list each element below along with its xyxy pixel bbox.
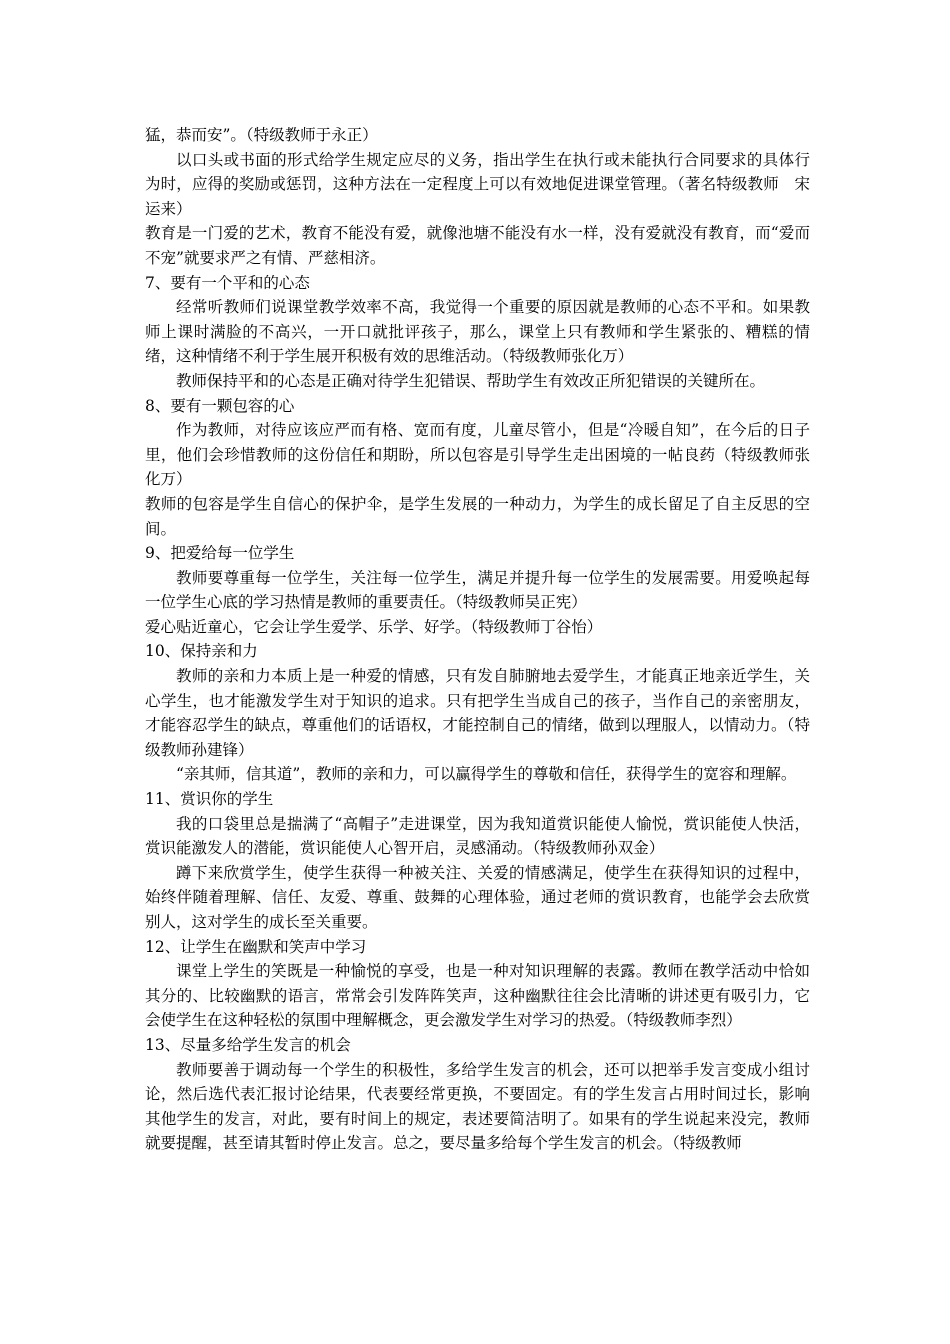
paragraph: 教师要善于调动每一个学生的积极性，多给学生发言的机会，还可以把举手发言变成小组讨论，然后选代表汇报讨论结果，代表要经常更换，不要固定。有的学生发言占用时间过长，影响其他学生的发言，对此，要有时间上的规定，表述要简洁明了。如果有的学生说起来没完，教师就要提醒，甚至请其暂时停止发言。总之，要尽量多给每个学生发言的机会。（特级教师 — [145, 1060, 810, 1153]
section-heading: 13、尽量多给学生发言的机会 — [145, 1035, 351, 1054]
paragraph: 教师的亲和力本质上是一种爱的情感，只有发自肺腑地去爱学生，才能真正地亲近学生，关心学生，也才能激发学生对于知识的追求。只有把学生当成自己的孩子，当作自己的亲密朋友，才能容忍学生的缺点，尊重他们的话语权，才能控制自己的情绪，做到以理服人，以情动力。（特级教师孙建锋） — [145, 667, 810, 759]
paragraph: 猛，恭而安”。（特级教师于永正） — [145, 126, 378, 144]
section-heading: 12、让学生在幽默和笑声中学习 — [145, 937, 367, 956]
paragraph: 课堂上学生的笑既是一种愉悦的享受，也是一种对知识理解的表露。教师在教学活动中恰如其分的、比较幽默的语言，常常会引发阵阵笑声，这种幽默往往会比清晰的讲述更有吸引力，它会使学生在这种轻松的氛围中理解概念，更会激发学生对学习的热爱。（特级教师李烈） — [145, 962, 810, 1030]
section-heading: 7、要有一个平和的心态 — [145, 273, 310, 292]
paragraph: 教师要尊重每一位学生，关注每一位学生，满足并提升每一位学生的发展需要。用爱唤起每一位学生心底的学习热情是教师的重要责任。（特级教师吴正宪） — [145, 568, 810, 612]
paragraph: 教育是一门爱的艺术，教育不能没有爱，就像池塘不能没有水一样，没有爱就没有教育，而“爱而不宠”就要求严之有情、严慈相济。 — [145, 224, 810, 267]
paragraph: 以口头或书面的形式给学生规定应尽的义务，指出学生在执行或未能执行合同要求的具体行为时，应得的奖励或惩罚，这种方法在一定程度上可以有效地促进课堂管理。（著名特级教师 宋运来） — [145, 150, 810, 218]
paragraph: “亲其师，信其道”，教师的亲和力，可以赢得学生的尊敬和信任，获得学生的宽容和理解。 — [176, 765, 797, 784]
document-body — [145, 123, 810, 1156]
section-heading: 10、保持亲和力 — [145, 642, 258, 661]
paragraph: 作为教师，对待应该应严而有格、宽而有度，儿童尽管小，但是“冷暖自知”，在今后的日子里，他们会珍惜教师的这份信任和期盼，所以包容是引导学生走出困境的一帖良药（特级教师张化万） — [145, 421, 810, 489]
paragraph: 经常听教师们说课堂教学效率不高，我觉得一个重要的原因就是教师的心态不平和。如果教师上课时满脸的不高兴，一开口就批评孩子，那么，课堂上只有教师和学生紧张的、糟糕的情绪，这种情绪不利于学生展开积极有效的思维活动。（特级教师张化万） — [145, 298, 810, 366]
paragraph: 教师保持平和的心态是正确对待学生犯错误、帮助学生有效改正所犯错误的关键所在。 — [176, 371, 766, 390]
section-heading: 9、把爱给每一位学生 — [145, 544, 295, 563]
paragraph: 我的口袋里总是揣满了“高帽子”走进课堂，因为我知道赏识能使人愉悦，赏识能使人快活，赏识能激发人的潜能，赏识能使人心智开启，灵感涌动。（特级教师孙双金） — [145, 814, 810, 858]
section-heading: 8、要有一颗包容的心 — [145, 396, 295, 415]
paragraph: 蹲下来欣赏学生，使学生获得一种被关注、关爱的情感满足，使学生在获得知识的过程中，始终伴随着理解、信任、友爱、尊重、鼓舞的心理体验，通过老师的赏识教育，也能学会去欣赏别人，这对学生的成长至关重要。 — [145, 863, 810, 931]
section-heading: 11、赏识你的学生 — [145, 790, 274, 809]
paragraph: 爱心贴近童心，它会让学生爱学、乐学、好学。（特级教师丁谷怡） — [145, 617, 603, 636]
paragraph: 教师的包容是学生自信心的保护伞，是学生发展的一种动力，为学生的成长留足了自主反思的空间。 — [145, 494, 810, 538]
